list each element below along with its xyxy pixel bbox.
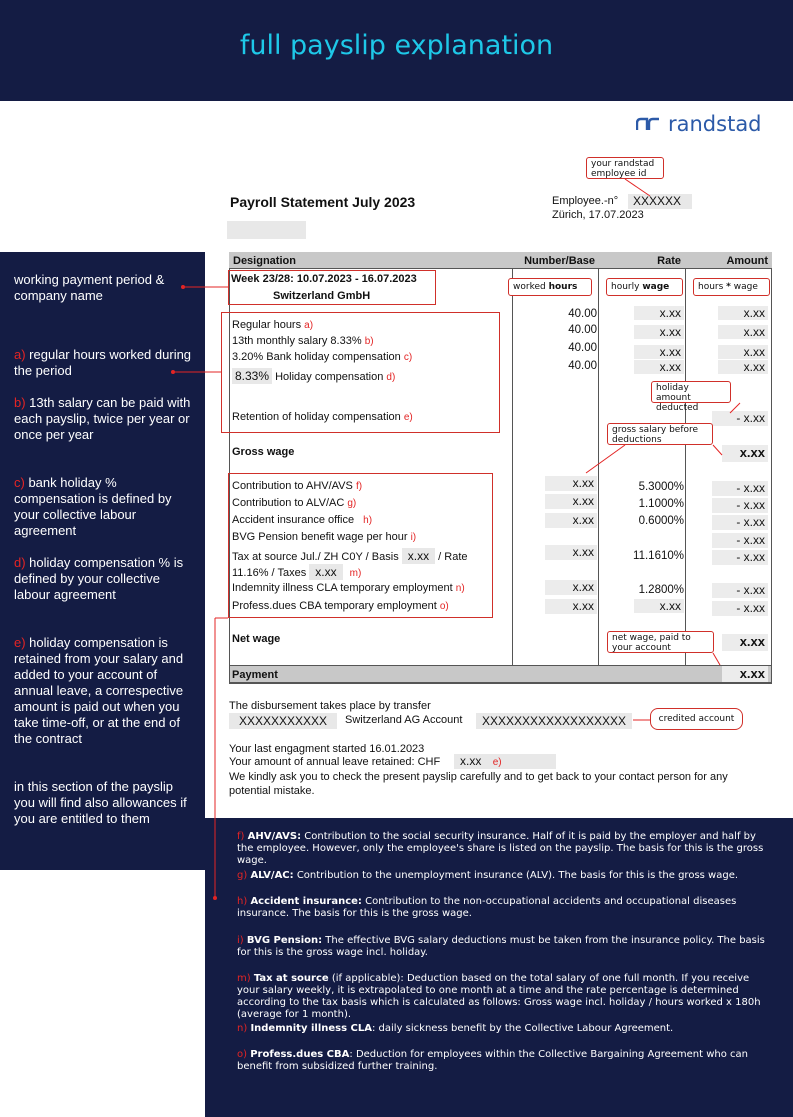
bank-name-box: XXXXXXXXXXX [229,713,337,729]
worked-hours-pre: worked [513,282,549,292]
company-line: Switzerland GmbH [273,290,371,302]
note-f-text: Contribution to the social security insurance. Half of it is paid by the employer and half by the employee. However, only the employee's share is listed on the payslip. The basis for this is the gross wage. [237,831,764,866]
engagement-text: Your last engagment started 16.01.2023 [229,743,425,755]
note-b-tag: b) [14,395,26,410]
note-o-tag: o) [237,1049,248,1060]
amount-retention: - x.xx [712,411,768,426]
worked-hours-bold: hours [548,282,578,292]
net-wage-amount: x.xx [722,634,768,651]
leave-label: Your amount of annual leave retained: CHF [229,756,441,768]
row-tax-tag: m) [349,568,362,579]
note-a-text: regular hours worked during the period [14,347,192,378]
amount-ahv: - x.xx [712,481,768,496]
amount-13th: x.xx [718,325,768,339]
rate-13th: x.xx [634,325,684,339]
hourly-wage-bold: wage [642,282,670,292]
amount-profess: - x.xx [712,601,768,616]
note-m-title: Tax at source [253,973,329,984]
row-tax-taxes-box: x.xx [309,564,342,580]
note-o-title: Profess.dues CBA [250,1049,350,1060]
net-wage-callout: net wage, paid to your account [607,631,714,653]
row-retention-label: Retention of holiday compensation [232,411,401,423]
note-m-text: (if applicable): Deduction based on the total salary of one full month. If you receive your salary weekly, it is extrapolated to one month at a time and the rate percentage is determined according to the tax basis which is calculated as follows: Gross wage incl. holiday / hours worked x 180h (average for 1 month). [237,973,761,1020]
note-m-tag: m) [237,973,251,984]
page-title: full payslip explanation [239,30,554,61]
col-rate: Rate [657,255,681,267]
base-profess: x.xx [545,599,597,614]
row-alv-label: Contribution to ALV/AC [232,497,345,509]
payment-label: Payment [232,669,278,681]
note-h-tag: h) [237,896,248,907]
leave-tag: e) [492,757,502,768]
row-retention-tag: e) [403,412,413,423]
row-tax-line2-label: 11.16% / Taxes [232,567,307,579]
amount-callout-c: wage [730,282,758,292]
note-n-text: : daily sickness benefit by the Collective Labour Agreement. [372,1023,674,1034]
row-holiday-comp-box: 8.33% [232,368,272,384]
note-o-text: : Deduction for employees within the Collective Bargaining Agreement who can benefit from subsidized further training. [237,1049,748,1072]
note-n-title: Indemnity illness CLA [250,1023,372,1034]
check-text: We kindly ask you to check the present payslip carefully and to get back to your contact person for any potential mistake. [229,771,728,797]
note-g-title: ALV/AC: [250,870,294,881]
base-tax: x.xx [545,545,597,560]
amount-bank: x.xx [718,345,768,359]
row-tax-label: Tax at source Jul./ ZH C0Y / Basis [232,551,399,563]
note-section: in this section of the payslip you will find also allowances if you are entitled to them [14,779,187,826]
note-f-tag: f) [237,831,245,842]
note-f-title: AHV/AVS: [247,831,302,842]
disbursement-text: The disbursement takes place by transfer [229,700,431,712]
base-alv: x.xx [545,494,597,509]
row-tax-basis-box: x.xx [402,548,435,564]
amount-callout-b: * [726,282,731,292]
base-indemnity: x.xx [545,580,597,595]
row-ahv-label: Contribution to AHV/AVS [232,480,353,492]
row-13th-salary-tag: b) [364,336,374,347]
row-ahv-tag: f) [355,481,363,492]
note-g-text: Contribution to the unemployment insurance (ALV). The basis for this is the gross wage. [293,870,739,881]
employee-id-callout: your randstad employee id [586,157,664,179]
amount-callout-a: hours [698,282,727,292]
row-indemnity-label: Indemnity illness CLA temporary employment [232,582,453,594]
gross-salary-callout: gross salary before deductions [607,423,713,445]
rate-ahv: 5.3000% [638,481,684,493]
amount-bvg: - x.xx [712,533,768,548]
note-i-text: The effective BVG salary deductions must be taken from the insurance policy. The basis for this is the gross wage incl. holiday. [237,935,765,958]
amount-accident: - x.xx [712,515,768,530]
row-bank-holiday-label: 3.20% Bank holiday compensation [232,351,401,363]
note-a-tag: a) [14,347,26,362]
row-profess-tag: o) [439,601,449,612]
amount-alv: - x.xx [712,498,768,513]
period-line: Week 23/28: 10.07.2023 - 16.07.2023 [231,273,417,285]
col-amount: Amount [726,255,768,267]
rate-indemnity: 1.2800% [638,584,684,596]
rate-regular: x.xx [634,306,684,320]
rate-accident: 0.6000% [638,515,684,527]
row-regular-hours-label: Regular hours [232,319,302,331]
amount-tax: - x.xx [712,550,768,565]
note-d-text: holiday compensation % is defined by your collective labour agreement [14,555,184,602]
note-c-text: bank holiday % compensation is defined by your collective labour agreement [14,475,172,538]
row-profess-label: Profess.dues CBA temporary employment [232,600,437,612]
base-13th: 40.00 [568,324,597,336]
note-i-tag: i) [237,935,244,946]
note-h-text: Contribution to the non-occupational accidents and occupational diseases insurance. The basis for this is the gross wage. [237,896,737,919]
note-g-tag: g) [237,870,248,881]
bank-text: Switzerland AG Account [345,714,463,726]
logo-text: randstad [668,112,762,136]
leave-amount: x.xx [460,754,482,768]
row-bvg-label: BVG Pension benefit wage per hour [232,531,408,543]
note-e-tag: e) [14,635,26,650]
col-number-base: Number/Base [524,255,595,267]
payment-amount: x.xx [722,666,768,682]
credited-account-callout: credited account [650,708,743,730]
place-date: Zürich, 17.07.2023 [552,209,644,221]
row-regular-hours-tag: a) [304,320,314,331]
rate-profess: x.xx [634,599,684,613]
note-d-tag: d) [14,555,26,570]
base-ahv: x.xx [545,476,597,491]
row-indemnity-tag: n) [455,583,465,594]
amount-regular: x.xx [718,306,768,320]
note-e-text: holiday compensation is retained from your salary and added to your account of annual leave, a correspective amount is paid out when you take time-off, or at the end of the contract [14,635,184,746]
rate-holiday: x.xx [634,360,684,374]
note-period: working payment period & company name [14,272,165,303]
amount-indemnity: - x.xx [712,583,768,598]
note-i-title: BVG Pension: [246,935,323,946]
row-tax-mid: / Rate [438,551,468,563]
row-bvg-tag: i) [410,532,417,543]
amount-holiday: x.xx [718,360,768,374]
base-regular: 40.00 [568,308,597,320]
gross-wage-label: Gross wage [232,446,295,458]
document-title: Payroll Statement July 2023 [230,194,416,210]
row-holiday-comp-tag: d) [386,372,396,383]
row-alv-tag: g) [347,498,357,509]
base-holiday: 40.00 [568,360,597,372]
rate-bank: x.xx [634,345,684,359]
hourly-wage-pre: hourly [611,282,643,292]
net-wage-label: Net wage [232,633,281,645]
employee-id: XXXXXX [628,194,692,209]
base-accident: x.xx [545,513,597,528]
employee-label: Employee.-n° [552,195,619,207]
rate-tax: 11.1610% [633,550,684,562]
base-bank: 40.00 [568,342,597,354]
row-13th-salary-label: 13th monthly salary 8.33% [232,335,362,347]
gross-wage-amount: x.xx [722,445,768,462]
account-number-box: XXXXXXXXXXXXXXXXXX [476,713,632,729]
row-accident-tag: h) [363,515,373,526]
col-designation: Designation [233,255,296,267]
note-h-title: Accident insurance: [250,896,362,907]
holiday-deducted-callout: holiday amount deducted [651,381,731,403]
row-bank-holiday-tag: c) [403,352,413,363]
row-accident-label: Accident insurance office [232,514,355,526]
note-n-tag: n) [237,1023,248,1034]
note-c-tag: c) [14,475,25,490]
rate-alv: 1.1000% [638,498,684,510]
row-holiday-comp-label: Holiday compensation [275,371,384,383]
note-b-text: 13th salary can be paid with each payslip, twice per year or once per year [14,395,191,442]
